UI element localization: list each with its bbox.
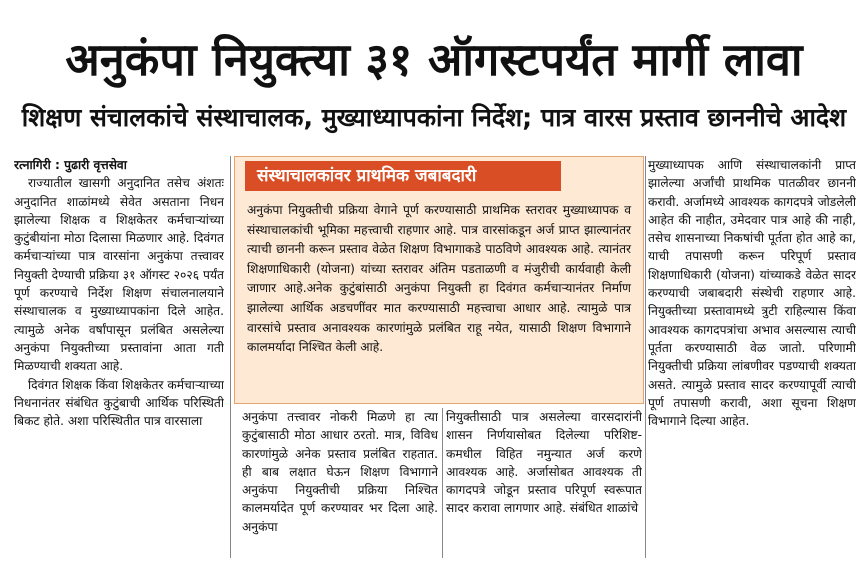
- subheadline: शिक्षण संचालकांचे संस्थाचालक, मुख्याध्यापकांना निर्देश; पात्र वारस प्रस्ताव छाननीचे आदेश: [21, 103, 847, 132]
- column-2-text: अनुकंपा तत्त्वावर नोकरी मिळणे हा त्या कुटुंबासाठी मोठा आधार ठरतो. मात्र, विविध कारणांमुळे अनेक प्रस्ताव प्रलंबित राहतात. ही बाब लक्षात घेऊन शिक्षण विभागाने अनुकंपा नियुक्तीची प्रक्रिया निश्चित कालमर्यादेत पूर्ण करण्यावर भर दिला आहे. अनुकंपा: [242, 410, 438, 534]
- column-3-text: नियुक्तीसाठी पात्र असलेल्या वारसदारांनी शासन निर्णयासोबत दिलेल्या परिशिष्ट-कमधील विहित नमुन्यात अर्ज करणे आवश्यक आहे. अर्जासोबत आवश्यक ती कागदपत्रे जोडून प्रस्ताव परिपूर्ण स्वरूपात सादर करावा लागणार आहे. संबंधित शाळांचे: [446, 410, 642, 516]
- headline: अनुकंपा नियुक्त्या ३१ ऑगस्टपर्यंत मार्गी लावा: [65, 33, 803, 86]
- column-divider: [645, 156, 646, 558]
- highlight-box: [234, 156, 644, 404]
- column-divider: [230, 156, 231, 558]
- column-1-paragraph-2: दिवंगत शिक्षक किंवा शिक्षकेतर कर्मचाऱ्याच्या निधनानंतर संबंधित कुटुंबाची आर्थिक परिस्थिती बिकट होते. अशा परिस्थितीत पात्र वारसाला: [14, 377, 224, 429]
- highlight-box-title: संस्थाचालकांवर प्राथमिक जबाबदारी: [245, 161, 561, 191]
- dateline: रत्नागिरी : पुढारी वृत्तसेवा: [14, 158, 127, 172]
- column-1-paragraph-1: राज्यातील खासगी अनुदानित तसेच अंशतः अनुदानित शाळांमध्ये सेवेत असताना निधन झालेल्या शिक्षक व शिक्षकेतर कर्मचाऱ्यांच्या कुटुंबीयांना मोठा दिलासा मिळणार आहे. दिवंगत कर्मचाऱ्यांच्या पात्र वारसांना अनुकंपा तत्त्वावर नियुक्ती देण्याची प्रक्रिया ३१ ऑगस्ट २०२६ पर्यंत पूर्ण करण्याचे निर्देश शिक्षण संचालनालयाने संस्थाचालक व मुख्याध्यापकांना दिले आहेत. त्यामुळे अनेक वर्षांपासून प्रलंबित असलेल्या अनुकंपा नियुक्तीच्या प्रस्तावांना आता गती मिळण्याची शक्यता आहे.: [14, 176, 224, 374]
- column-2: [242, 408, 438, 558]
- column-3: [446, 408, 642, 558]
- column-4-text: मुख्याध्यापक आणि संस्थाचालकांनी प्राप्त झालेल्या अर्जांची प्राथमिक पातळीवर छाननी करावी. अर्जामध्ये आवश्यक कागदपत्रे जोडलेली आहेत की नाहीत, उमेदवार पात्र आहे की नाही, तसेच शासनाच्या निकषांची पूर्तता होत आहे का, याची तपासणी करून परिपूर्ण प्रस्ताव शिक्षणाधिकारी (योजना) यांच्याकडे वेळेत सादर करण्याची जबाबदारी संस्थेची राहणार आहे. नियुक्तीच्या प्रस्तावामध्ये त्रुटी राहिल्यास किंवा आवश्यक कागदपत्रांचा अभाव असल्यास त्याची पूर्तता करण्यासाठी वेळ जातो. परिणामी नियुक्तीची प्रक्रिया लांबणीवर पडण्याची शक्यता असते. त्यामुळे प्रस्ताव सादर करण्यापूर्वी त्याची पूर्ण तपासणी करावी, अशा सूचना शिक्षण विभागाने दिल्या आहेत.: [648, 158, 856, 429]
- column-4: [648, 156, 856, 558]
- column-1: [14, 156, 224, 558]
- highlight-box-text: अनुकंपा नियुक्तीची प्रक्रिया वेगाने पूर्ण करण्यासाठी प्राथमिक स्तरावर मुख्याध्यापक व संस्थाचालकांची भूमिका महत्त्वाची राहणार आहे. पात्र वारसांकडून अर्ज प्राप्त झाल्यानंतर त्याची छाननी करून प्रस्ताव वेळेत शिक्षण विभागाकडे पाठविणे आवश्यक आहे. त्यानंतर शिक्षणाधिकारी (योजना) यांच्या स्तरावर अंतिम पडताळणी व मंजुरीची कार्यवाही केली जाणार आहे.अनेक कुटुंबांसाठी अनुकंपा नियुक्ती हा दिवंगत कर्मचाऱ्यानंतर निर्माण झालेल्या आर्थिक अडचणींवर मात करण्यासाठी महत्त्वाचा आधार आहे. त्यामुळे पात्र वारसांचे प्रस्ताव अनावश्यक कारणांमुळे प्रलंबित राहू नयेत, यासाठी शिक्षण विभागाने कालमर्यादा निश्चित केली आहे.: [247, 203, 631, 355]
- column-divider: [442, 408, 443, 558]
